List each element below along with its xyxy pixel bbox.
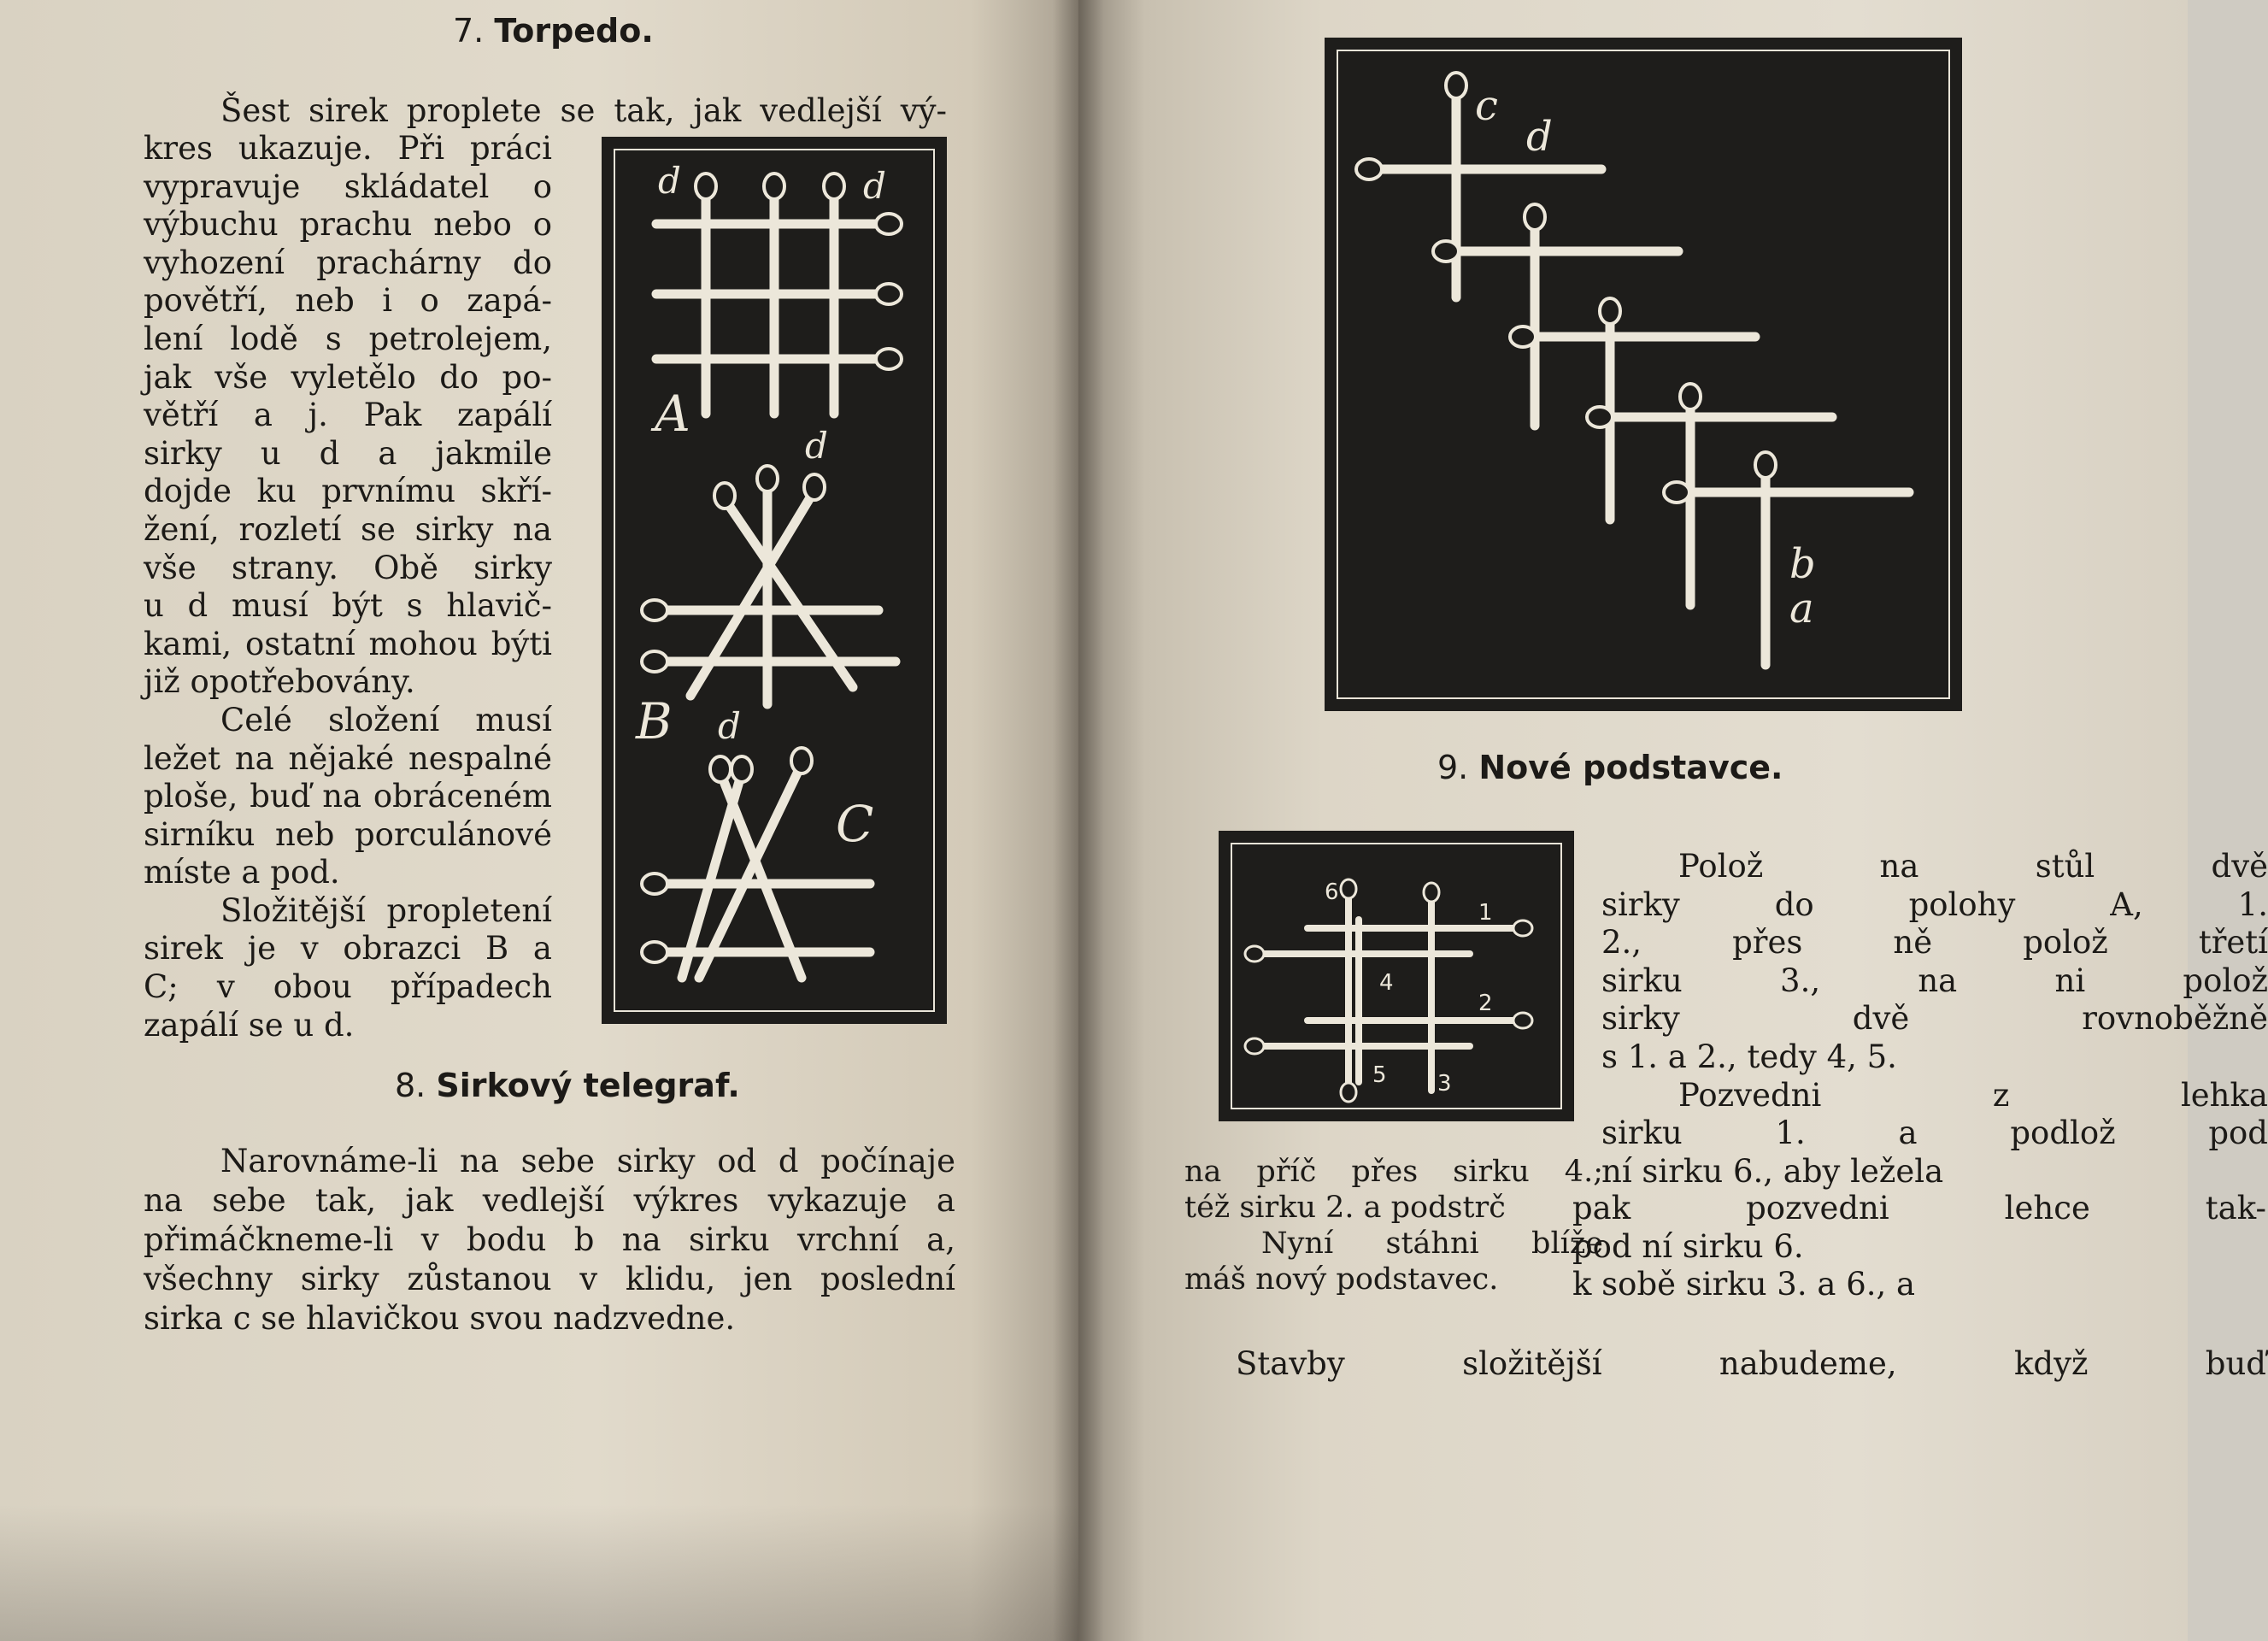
text-line: žení, rozletí se sirky na [144, 510, 552, 548]
text-line: Stavby složitější nabudeme, když buď [1236, 1345, 2266, 1382]
text-line: máš nový podstavec. [1184, 1262, 1499, 1297]
text-line: sirku 1. a podlož pod [1601, 1115, 2268, 1152]
figure-label-d: d [1526, 113, 1553, 161]
section-8-heading [395, 1067, 740, 1104]
figure-label-d: d [658, 160, 681, 202]
figure-label-a: A [655, 385, 690, 443]
section-9-bottom [1236, 1345, 2266, 1384]
figure-label-c: c [1475, 82, 1498, 130]
text-line: všechny sirky zůstanou v klidu, jen poslední [144, 1261, 955, 1297]
left-page [0, 0, 1078, 1641]
section-9-number: 9. [1437, 749, 1469, 786]
page-shadow [0, 1504, 1078, 1641]
text-line: kres ukazuje. Při práci [144, 130, 552, 167]
text-line: ploše, buď na obráceném [144, 778, 552, 815]
text-line: s 1. a 2., tedy 4, 5. [1601, 1038, 1897, 1075]
section-8-body [144, 1142, 955, 1338]
figure-coaster-drawing [1222, 834, 1571, 1118]
text-line: ní sirku 6., aby ležela [1601, 1152, 1944, 1190]
text-line: sirky u d a jakmile [144, 434, 552, 472]
text-line: lení lodě s petrolejem, [144, 320, 552, 357]
text-line: sirníku neb porculánové [144, 815, 552, 853]
book-gutter [1053, 0, 1104, 1641]
figure-number-label: 1 [1478, 900, 1493, 926]
figure-number-label: 3 [1437, 1071, 1452, 1097]
text-line: sirku 3., na ni polož [1601, 962, 2268, 999]
text-line: vypravuje skládatel o [144, 168, 552, 205]
text-line: výbuchu prachu nebo o [144, 206, 552, 244]
text-line: C; v obou případech [144, 968, 552, 1006]
figure-label-a: a [1789, 585, 1814, 632]
text-line: kami, ostatní mohou býti [144, 625, 552, 662]
section-8-title: Sirkový telegraf. [436, 1067, 740, 1104]
text-line: sirka c se hlavičkou svou nadzvedne. [144, 1300, 736, 1337]
section-9-body-left [1184, 1154, 1603, 1297]
text-line: na příč přes sirku 4.; [1184, 1155, 1603, 1189]
text-line: Šest sirek proplete se tak, jak vedlejší vý- [220, 92, 947, 129]
section-7-intro [220, 92, 947, 131]
section-9-heading [1437, 749, 1783, 786]
text-line: Složitější propletení [220, 891, 552, 929]
text-line: přimáčkneme-li v bodu b na sirku vrchní a, [144, 1221, 955, 1258]
figure-coaster [1219, 831, 1574, 1121]
text-line: dojde ku prvnímu skří- [144, 473, 552, 510]
text-line: 2., přes ně polož třetí [1601, 924, 2268, 962]
text-line: sirek je v obrazci B a [144, 930, 552, 968]
figure-telegraph [1325, 38, 1962, 711]
text-line: Narovnáme-li na sebe sirky od d počínaje [220, 1143, 955, 1179]
figure-label-d: d [805, 425, 828, 467]
figure-telegraph-drawing [1328, 41, 1959, 708]
text-line: u d musí být s hlavič- [144, 587, 552, 625]
figure-label-b: b [1789, 540, 1816, 588]
figure-label-b: B [636, 692, 673, 750]
text-line: vše strany. Obě sirky [144, 549, 552, 586]
text-line: sirky dvě rovnoběžně [1601, 1000, 2268, 1038]
text-line: vyhození prachárny do [144, 244, 552, 281]
text-line: povětří, neb i o zapá- [144, 282, 552, 320]
section-7-body [144, 130, 552, 1044]
figure-number-label: 2 [1478, 991, 1493, 1016]
text-line: ležet na nějaké nespalné [144, 739, 552, 777]
text-line: zapálí se u d. [144, 1006, 355, 1044]
section-7-number: 7. [453, 12, 485, 50]
section-7-title: Torpedo. [494, 12, 654, 50]
section-9-body-right [1601, 848, 2268, 1191]
text-line: již opotřebovány. [144, 663, 415, 701]
section-9-title: Nové podstavce. [1478, 749, 1783, 786]
right-page [1078, 0, 2268, 1641]
figure-number-label: 5 [1372, 1062, 1387, 1088]
text-line: Celé složení musí [220, 701, 552, 738]
figure-label-d: d [718, 705, 741, 747]
text-line: na sebe tak, jak vedlejší výkres vykazuje a [144, 1182, 955, 1219]
section-9-body-middle [1572, 1190, 2266, 1304]
figure-number-label: 6 [1325, 879, 1339, 905]
text-line: jak vše vyletělo do po- [144, 358, 552, 396]
text-line: pod ní sirku 6. [1572, 1227, 1804, 1265]
figure-label-d: d [863, 165, 886, 207]
text-line: míste a pod. [144, 854, 340, 891]
text-line: Pozvedni z lehka [1678, 1076, 2268, 1114]
text-line: větří a j. Pak zapálí [144, 397, 552, 434]
text-line: k sobě sirku 3. a 6., a [1572, 1266, 1916, 1303]
text-line: pak pozvedni lehce tak- [1572, 1190, 2266, 1226]
section-7-heading [453, 12, 654, 50]
text-line: Nyní stáhni blíže [1261, 1226, 1603, 1261]
figure-torpedo-drawing [605, 140, 943, 1020]
figure-label-c: C [836, 795, 874, 853]
text-line: sirky do polohy A, 1. [1601, 885, 2268, 923]
figure-number-label: 4 [1379, 970, 1394, 996]
section-8-number: 8. [395, 1067, 426, 1104]
text-line: též sirku 2. a podstrč [1184, 1191, 1506, 1225]
figure-torpedo [602, 137, 947, 1024]
text-line: Polož na stůl dvě [1678, 848, 2268, 885]
